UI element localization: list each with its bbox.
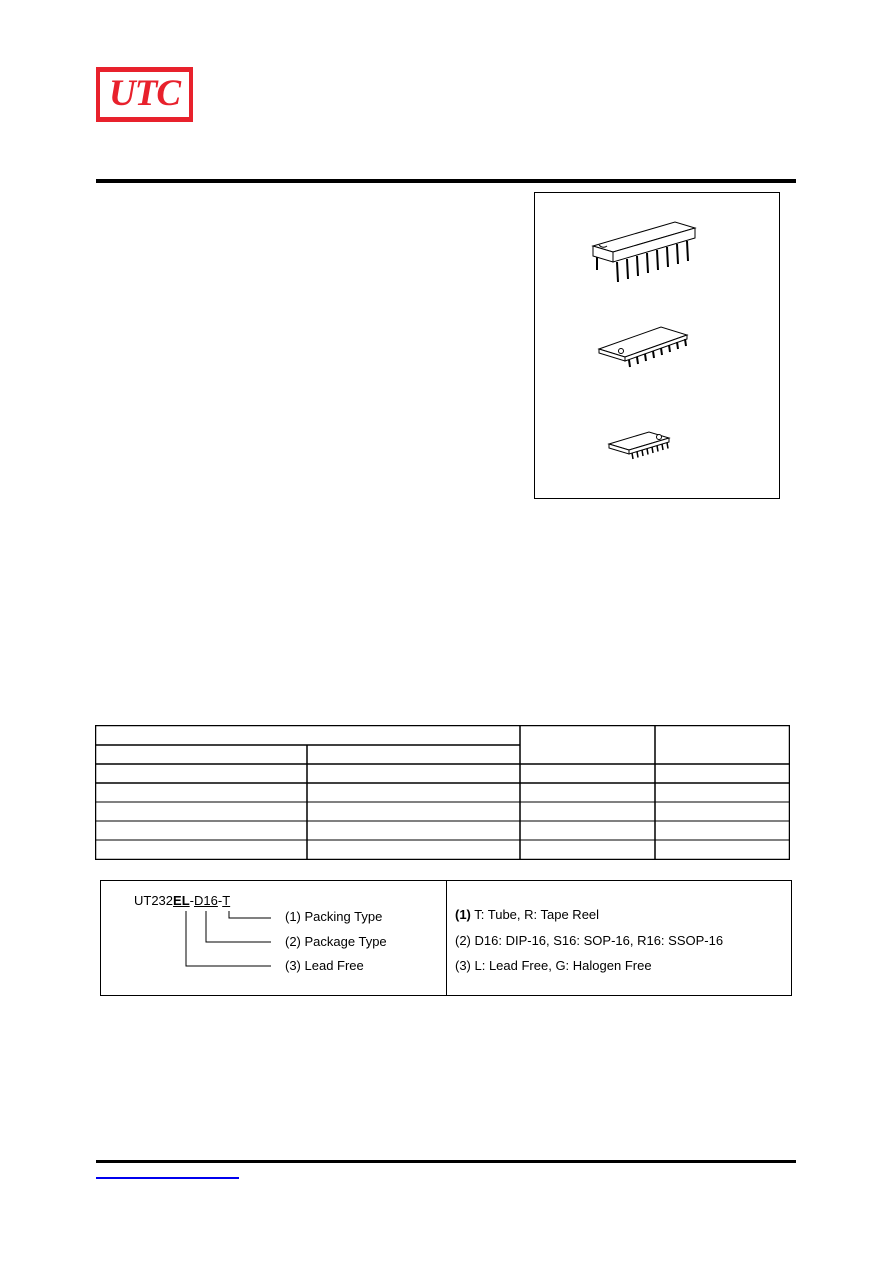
part-number-separator-2: - [217,893,223,908]
decoder-divider [446,881,447,995]
part-number-packing-code: T [222,893,231,908]
utc-logo-text: UTC [109,73,180,114]
footer-rule [96,1160,796,1163]
part-number-base: UT232 [134,893,174,908]
desc-packing-key: (1) [455,907,471,922]
ordering-information-table [95,725,790,860]
part-number-example [134,893,230,909]
label-package-type: (2) Package Type [285,934,387,949]
part-number-package-code: D16 [194,893,218,908]
utc-logo [96,67,193,122]
desc-package-type: (2) D16: DIP-16, S16: SOP-16, R16: SSOP-16 [455,933,724,948]
dip-16-package-icon [585,218,705,288]
sop-16-package-icon [595,321,695,371]
part-number-decoder [100,880,792,996]
header-rule [96,179,796,183]
part-number-separator-1: - [189,893,194,908]
desc-packing-text: T: Tube, R: Tape Reel [470,907,600,922]
footer-website-link[interactable] [96,1177,239,1179]
desc-packing-type [455,907,599,923]
desc-lead-free: (3) L: Lead Free, G: Halogen Free [455,958,652,973]
part-number-lead-code: EL [173,893,190,908]
package-images-box [534,192,780,499]
ssop-16-package-icon [605,428,675,468]
label-lead-free: (3) Lead Free [285,958,364,973]
utc-logo-frame [100,72,189,117]
label-packing-type: (1) Packing Type [285,909,383,924]
table-grid [95,725,790,860]
